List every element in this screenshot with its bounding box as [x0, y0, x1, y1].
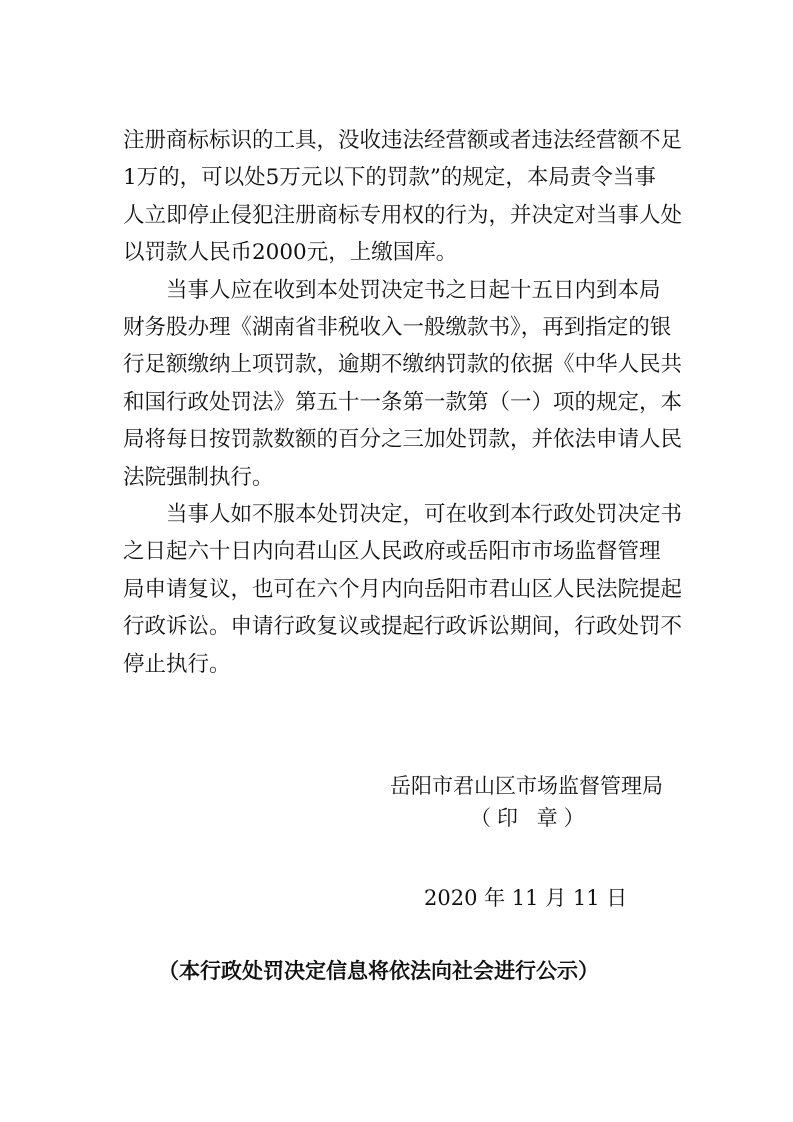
body-line: 停止执行。 — [123, 652, 231, 677]
body-line: 以罚款人民币2000元，上缴国库。 — [123, 240, 458, 265]
body-line: 局将每日按罚款数额的百分之三加处罚款，并依法申请人民 — [123, 427, 683, 452]
body-line: 法院强制执行。 — [123, 465, 274, 490]
public-notice: （本行政处罚决定信息将依法向社会进行公示） — [158, 959, 599, 983]
signature-organization: 岳阳市君山区市场监督管理局 — [390, 774, 663, 798]
body-line: 注册商标标识的工具，没收违法经营额或者违法经营额不足 — [123, 128, 683, 153]
signature-seal: （印 章） — [470, 806, 591, 830]
body-line: 当事人如不服本处罚决定，可在收到本行政处罚决定书 — [123, 502, 683, 527]
body-line: 1万的，可以处5万元以下的罚款”的规定，本局责令当事 — [123, 165, 656, 190]
body-line: 行足额缴纳上项罚款，逾期不缴纳罚款的依据《中华人民共 — [123, 352, 683, 377]
body-line: 当事人应在收到本处罚决定书之日起十五日内到本局 — [123, 278, 661, 303]
body-line: 财务股办理《湖南省非税收入一般缴款书》，再到指定的银 — [123, 315, 672, 340]
signature-date: 2020 年 11 月 11 日 — [424, 886, 628, 910]
body-line: 局申请复议，也可在六个月内向岳阳市君山区人民法院提起 — [123, 577, 683, 602]
body-line: 和国行政处罚法》第五十一条第一款第（一）项的规定，本 — [123, 390, 683, 415]
body-line: 人立即停止侵犯注册商标专用权的行为，并决定对当事人处 — [123, 203, 683, 228]
body-line: 之日起六十日内向君山区人民政府或岳阳市市场监督管理 — [123, 539, 661, 564]
body-line: 行政诉讼。申请行政复议或提起行政诉讼期间，行政处罚不 — [123, 614, 683, 639]
